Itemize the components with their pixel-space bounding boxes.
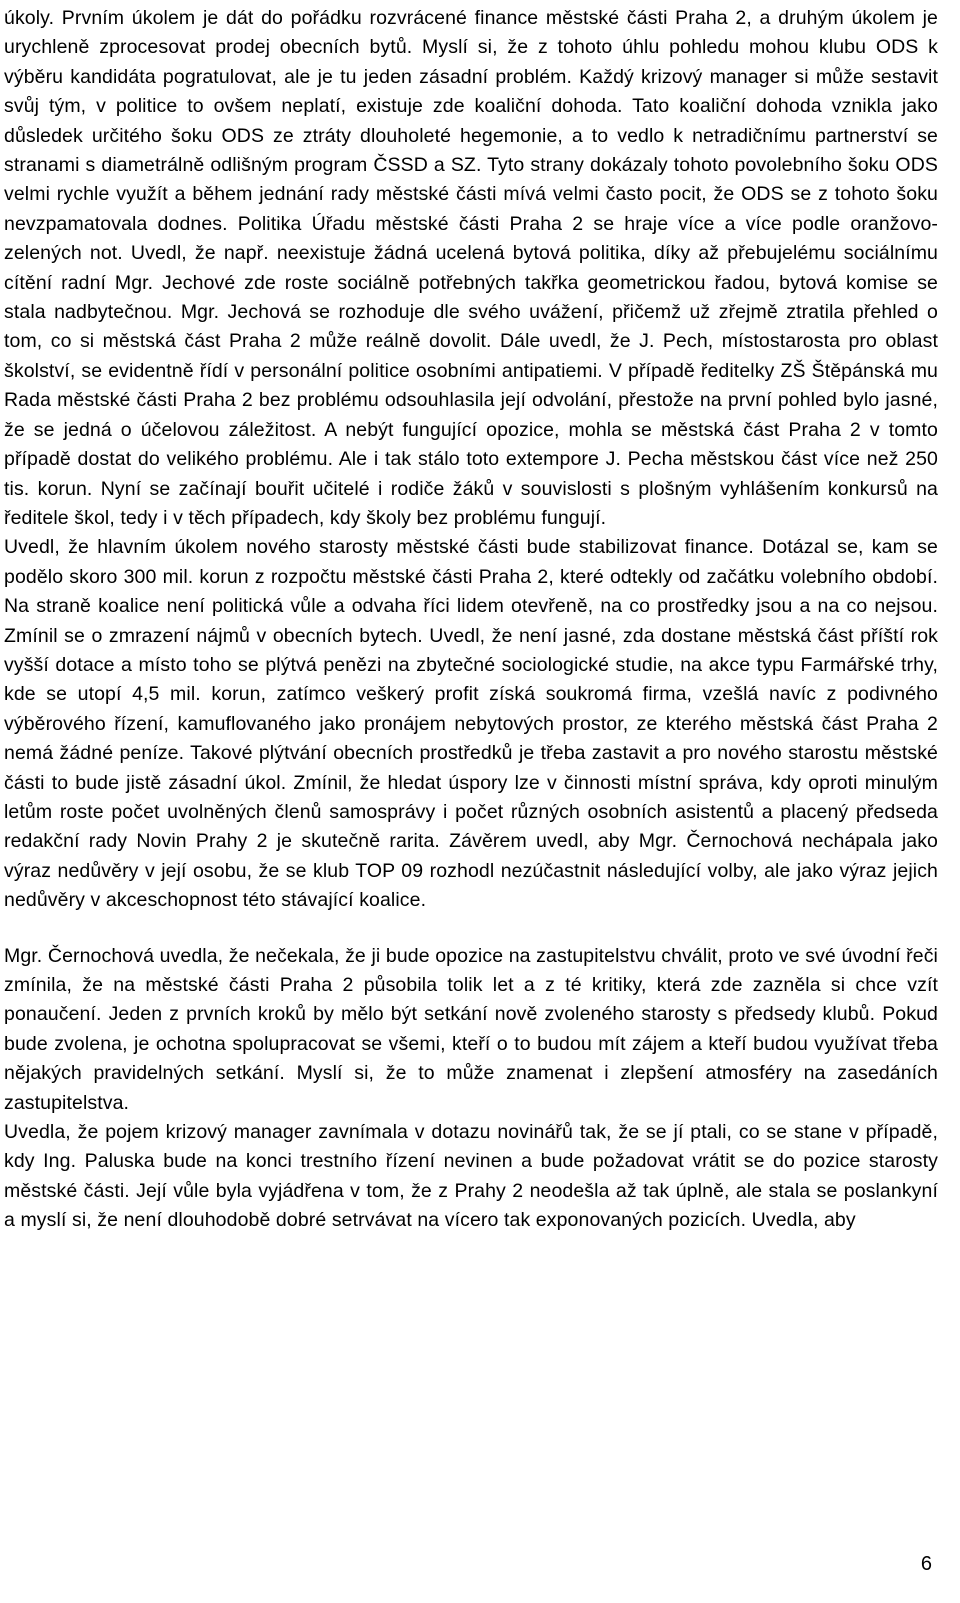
paragraph-1: úkoly. Prvním úkolem je dát do pořádku rozvrácené finance městské části Praha 2, a druhým úkolem je urychleně zprocesovat prodej obecních bytů. Myslí si, že z tohoto úhlu pohledu mohou klubu ODS k výběru kandidáta pogratulovat, ale je tu jeden zásadní problém. Každý krizový manager si může sestavit svůj tým, v politice to ovšem neplatí, existuje zde koaliční dohoda. Tato koaliční dohoda vznikla jako důsledek určitého šoku ODS ze ztráty dlouholeté hegemonie, a to vedlo k netradičnímu partnerství se stranami s diametrálně odlišným program ČSSD a SZ. Tyto strany dokázaly tohoto povolebního šoku ODS velmi rychle využít a během jednání rady městské části mívá velmi často pocit, že ODS se z tohoto šoku nevzpamatovala dodnes. Politika Úřadu městské části Praha 2 se hraje více a více podle oranžovo-zelených not. Uvedl, že např. neexistuje žádná ucelená bytová politika, díky až přebujelému sociálnímu cítění radní Mgr. Jechové zde roste sociálně potřebných takřka geometrickou řadou, bytová komise se stala nadbytečnou. Mgr. Jechová se rozhoduje dle svého uvážení, přičemž už zřejmě ztratila přehled o tom, co si městská část Praha 2 může reálně dovolit. Dále uvedl, že J. Pech, místostarosta pro oblast školství, se evidentně řídí v personální politice osobními antipatiemi. V případě ředitelky ZŠ Štěpánská mu Rada městské části Praha 2 bez problému odsouhlasila její odvolání, přestože na první pohled bylo jasné, že se jedná o účelovou záležitost. A nebýt fungující opozice, mohla se městská část Praha 2 v tomto případě dostat do velikého problému. Ale i tak stálo toto extempore J. Pecha městskou část více než 250 tis. korun. Nyní se začínají bouřit učitelé i rodiče žáků v souvislosti s plošným vyhlášením konkursů na ředitele škol, tedy i v těch případech, kdy školy bez problému fungují.: [4, 7, 938, 529]
page-number: 6: [920, 1553, 932, 1575]
paragraph-spacer: [4, 916, 938, 942]
paragraph-2: Uvedl, že hlavním úkolem nového starosty městské části bude stabilizovat finance. Dotázal se, kam se podělo skoro 300 mil. korun z rozpočtu městské části Praha 2, které odtekly od začátku volebního období. Na straně koalice není politická vůle a odvaha říci lidem otevřeně, na co prostředky jsou a na co nejsou. Zmínil se o zmrazení nájmů v obecních bytech. Uvedl, že není jasné, zda dostane městská část příští rok vyšší dotace a místo toho se plýtvá penězi na zbytečné sociologické studie, na akce typu Farmářské trhy, kde se utopí 4,5 mil. korun, zatímco veškerý profit získá soukromá firma, vzešlá navíc z podivného výběrového řízení, kamuflovaného jako pronájem nebytových prostor, ze kterého městská část Praha 2 nemá žádné peníze. Takové plýtvání obecních prostředků je třeba zastavit a pro nového starostu městské části to bude jistě zásadní úkol. Zmínil, že hledat úspory lze v činnosti místní správa, kdy oproti minulým letům roste počet uvolněných členů samosprávy i počet různých osobních asistentů a placený předseda redakční rady Novin Prahy 2 je skutečně rarita. Závěrem uvedl, aby Mgr. Černochová nechápala jako výraz nedůvěry v její osobu, že se klub TOP 09 rozhodl nezúčastnit následující volby, ale jako výraz jejich nedůvěry v akceschopnost této stávající koalice.: [4, 536, 938, 912]
paragraph-4: Uvedla, že pojem krizový manager zavnímala v dotazu novinářů tak, že se jí ptali, co se stane v případě, kdy Ing. Paluska bude na konci trestního řízení nevinen a bude požadovat vrátit se do pozice starosty městské části. Její vůle byla vyjádřena v tom, že z Prahy 2 neodešla až tak úplně, ale stala se poslankyní a myslí si, že není dlouhodobě dobré setrvávat na vícero tak exponovaných pozicích. Uvedla, aby: [4, 1121, 938, 1232]
paragraph-3: Mgr. Černochová uvedla, že nečekala, že ji bude opozice na zastupitelstvu chválit, proto ve své úvodní řeči zmínila, že na městské části Praha 2 působila tolik let a z té kritiky, která zde zazněla si chce vzít ponaučení. Jeden z prvních kroků by mělo být setkání nově zvoleného starosty s předsedy klubů. Pokud bude zvolena, je ochotna spolupracovat se všemi, kteří o to budou mít zájem a kteří budou využívat třeba nějakých pravidelných setkání. Myslí si, že to může znamenat i zlepšení atmosféry na zasedáních zastupitelstva.: [4, 944, 938, 1114]
